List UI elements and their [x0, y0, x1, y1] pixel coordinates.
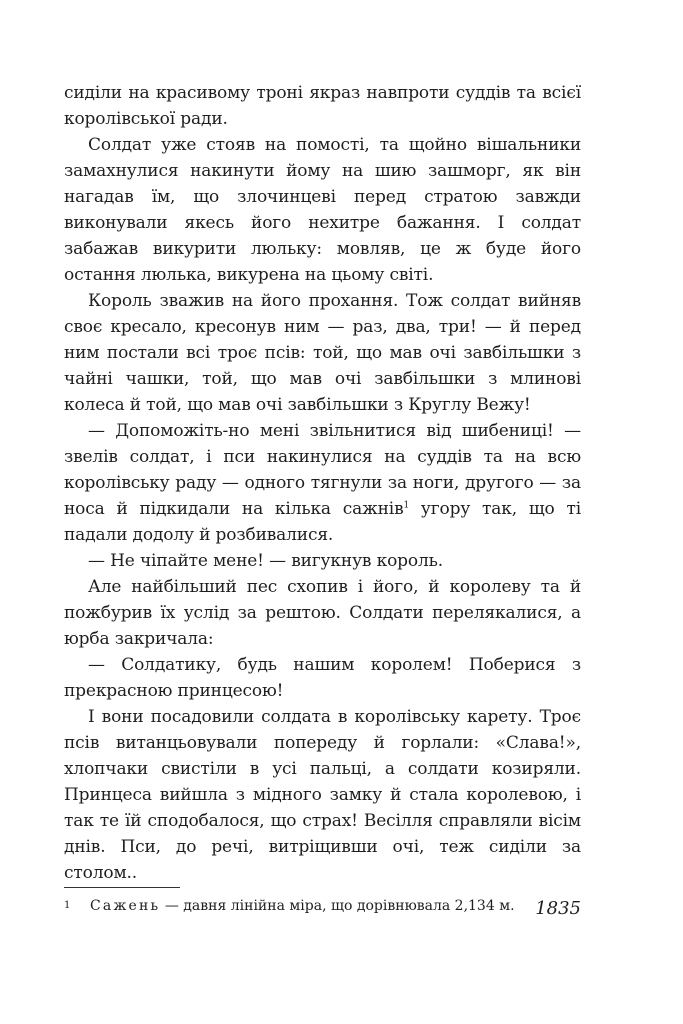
paragraph-three-dogs: Король зважив на його прохання. Тож солдат вийняв своє кресало, кресонув ним — раз, два, три! — й перед ним постали всі троє псів: той, що мав очі завбільшки з чайні чашки, той, що мав очі завбільшки з млинові колеса й той, що мав очі завбільшки з Круглу Вежу! — [64, 291, 581, 415]
paragraph-king-cry: — Не чіпайте мене! — вигукнув король. — [88, 551, 443, 571]
paragraph-soldier-on-scaffold: Солдат уже стояв на помості, та щойно вішальники замахнулися накинути йому на шию зашморг, як він нагадав їм, що злочинцеві перед стратою завжди виконували якесь його нехитре бажання. І солдат забажав викурити люльку: мовляв, це ж буде його остання люлька, викурена на цьому світі. — [64, 135, 581, 285]
footnote-definition: — давня лінійна міра, що дорівнювала 2,134 м. — [160, 898, 515, 914]
footnote — [64, 896, 581, 916]
story-year: 1835 — [535, 898, 581, 919]
paragraph-biggest-dog: Але найбільший пес схопив і його, й королеву та й пожбурив їх услід за рештою. Солдати перелякалися, а юрба закричала: — [64, 577, 581, 649]
paragraph-continued: сиділи на красивому троні якраз навпроти суддів та всієї королівської ради. — [64, 83, 581, 129]
paragraph-help-me-text: — Допоможіть-но мені звільнитися від шибениці! — звелів солдат, і пси накинулися на суддів та на всю королівську раду — одного тягнули за ноги, другого — за носа й підкидали на кілька сажнів — [64, 421, 581, 519]
paragraph-help-me — [64, 418, 581, 548]
main-text — [64, 80, 581, 922]
footnote-reference[interactable]: 1 — [403, 500, 410, 511]
paragraph-crowd-shout: — Солдатику, будь нашим королем! Поберися з прекрасною принцесою! — [64, 655, 581, 701]
paragraph-help-me-end: угору так, що ті падали додолу й розбивалися. — [64, 499, 581, 545]
paragraph-ending: І вони посадовили солдата в королівську карету. Троє псів витанцьовували попереду й горлали: «Слава!», хлопчаки свистіли в усі пальці, а солдати козиряли. Принцеса вийшла з мідного замку й стала королевою, і так те їй сподобалося, що страх! Весілля справляли вісім днів. Пси, до речі, витріщивши очі, теж сиділи за столом.. — [64, 707, 581, 883]
footnote-number: 1 — [64, 900, 71, 911]
footnote-divider — [64, 887, 180, 888]
footnote-term: Сажень — [90, 898, 161, 914]
